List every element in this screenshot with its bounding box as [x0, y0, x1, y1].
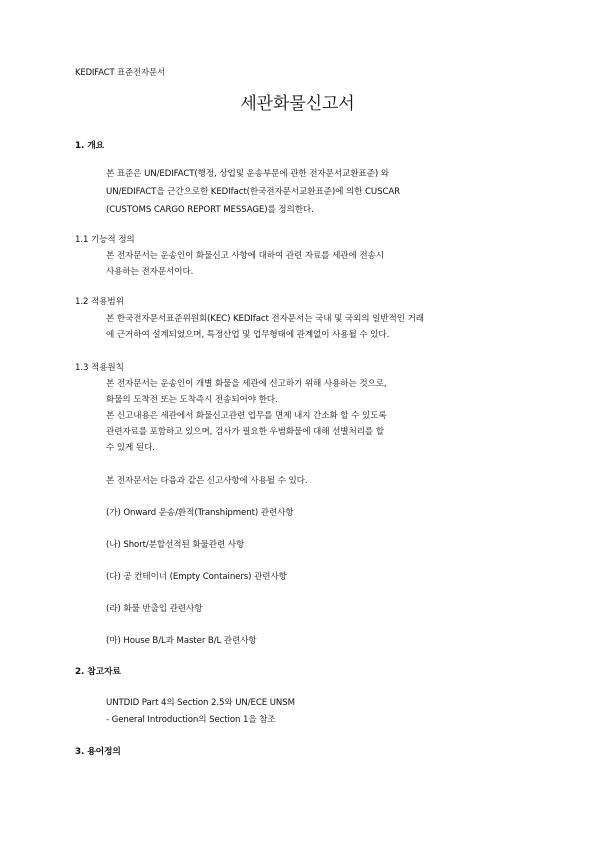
section-1-heading: 1. 개요	[75, 141, 105, 151]
section-1-1-line: 본 전자문서는 운송인이 화물신고 사항에 대하여 관련 자료를 세관에 전송시	[106, 251, 384, 261]
document-header: KEDIFACT 표준전자문서	[75, 67, 165, 77]
section-2-line: - General Introduction의 Section 1을 참조	[106, 715, 276, 725]
section-1-2-heading: 1.2 적용범위	[75, 297, 124, 307]
section-1-2-line: 에 근거하여 설계되었으며, 특정산업 및 업무형태에 관계없이 사용될 수 있다.	[106, 330, 390, 340]
document-title: 세관화물신고서	[240, 94, 355, 114]
section-2-line: UNTDID Part 4의 Section 2.5와 UN/ECE UNSM	[106, 698, 295, 708]
section-1-3-line: 본 전자문서는 운송인이 개별 화물을 세관에 신고하기 위해 사용하는 것으로,	[106, 379, 387, 389]
section-1-intro-line: (CUSTOMS CARGO REPORT MESSAGE)를 정의한다.	[106, 205, 314, 215]
section-1-2-line: 본 한국전자문서표준위원회(KEC) KEDIfact 전자문서는 국내 및 국외의 일반적인 거래	[106, 314, 424, 324]
section-1-1-heading: 1.1 기능적 정의	[75, 235, 135, 245]
section-1-3-line: 수 있게 된다.	[106, 443, 155, 453]
usage-item: (라) 화물 반출입 관련사항	[106, 604, 203, 614]
section-1-1-line: 사용하는 전자문서이다.	[106, 267, 194, 277]
usage-item: (마) House B/L과 Master B/L 관련사항	[106, 636, 257, 646]
section-1-3-line: 화물의 도착전 또는 도착즉시 전송되어야 한다.	[106, 395, 278, 405]
section-2-heading: 2. 참고자료	[75, 667, 121, 677]
section-3-heading: 3. 용어정의	[75, 747, 121, 757]
usage-item: (가) Onward 운송/환적(Transhipment) 관련사항	[106, 508, 294, 518]
section-1-3-line: 본 신고내용은 세관에서 화물신고관련 업무를 면제 내지 간소화 할 수 있도록	[106, 411, 387, 421]
usage-item: (나) Short/분할선적된 화물관련 사항	[106, 540, 245, 550]
usage-intro: 본 전자문서는 다음과 같은 신고사항에 사용될 수 있다.	[106, 476, 308, 486]
section-1-intro-line: 본 표준은 UN/EDIFACT(행정, 상업및 운송부문에 관한 전자문서교환표준) 와	[106, 169, 389, 179]
section-1-intro-line: UN/EDIFACT을 근간으로한 KEDIfact(한국전자문서교환표준)에 의한 CUSCAR	[106, 187, 400, 197]
section-1-3-line: 관련자료를 포함하고 있으며, 검사가 필요한 우범화물에 대해 선별처리를 할	[106, 427, 384, 437]
section-1-3-heading: 1.3 적용원칙	[75, 363, 124, 373]
usage-item: (다) 공 컨테이너 (Empty Containers) 관련사항	[106, 572, 287, 582]
